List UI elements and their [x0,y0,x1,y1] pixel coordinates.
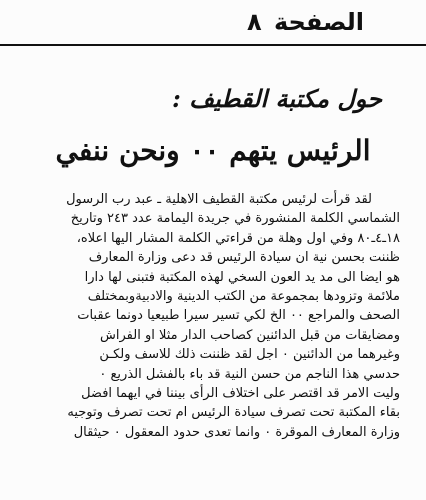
body-line: هو ايضا الى مد يد العون السخي لهذه المكتبة فتبنى لها دارا [84,269,400,285]
body-line: وليت الامر قد اقتصر على اختلاف الرأى بيننا في ايهما افضل [81,386,400,402]
body-line: وزارة المعارف الموقرة ٠ وانما تعدى حدود المعقول ٠ حيثقال [73,424,400,440]
body-line: ظننت بحسن نية ان سيادة الرئيس قد دعى وزارة المعارف [88,250,400,266]
page-header [247,8,364,36]
body-line: ملائمة وتزودها بمجموعة من الكتب الدينية والادبيةوبمختلف [87,289,400,305]
page-number: ٨ [246,8,262,36]
page-label-text: الصفحة [273,8,364,36]
body-line: حدسي هذا الناجم من حسن النية قد باء بالفشل الذريع ٠ [99,366,400,382]
body-line: لقد قرأت لرئيس مكتبة القطيف الاهلية ـ عبد رب الرسول [66,192,372,207]
body-line: وغيرهما من الدائنين ٠ اجل لقد ظننت ذلك للاسف ولكـن [99,347,400,363]
section-heading: حول مكتبة القطيف : [172,84,382,113]
body-line: ١٨ـ٤ـ٨٠ وفي اول وهلة من قراءتي الكلمة المشار اليها اعلاه، [76,230,400,246]
article-headline: الرئيس يتهم ٠٠ ونحن ننفي [55,134,371,167]
body-line: بقاء المكتبة تحت تصرف سيادة الرئيس ام تحت تصرف وتوجيه [67,405,400,421]
body-line: الشماسي الكلمة المنشورة في جريدة اليمامة عدد ٢٤٣ وتاريخ [70,211,400,227]
body-line: الصحف والمراجع ٠٠ الخ لكي تسير سيرا طبيعيا دونما عقبات [77,308,400,324]
article-body [18,190,400,442]
header-rule [0,44,426,46]
body-line: ومضايقات من قبل الدائنين كصاحب الدار مثلا او الفراش [100,327,400,343]
